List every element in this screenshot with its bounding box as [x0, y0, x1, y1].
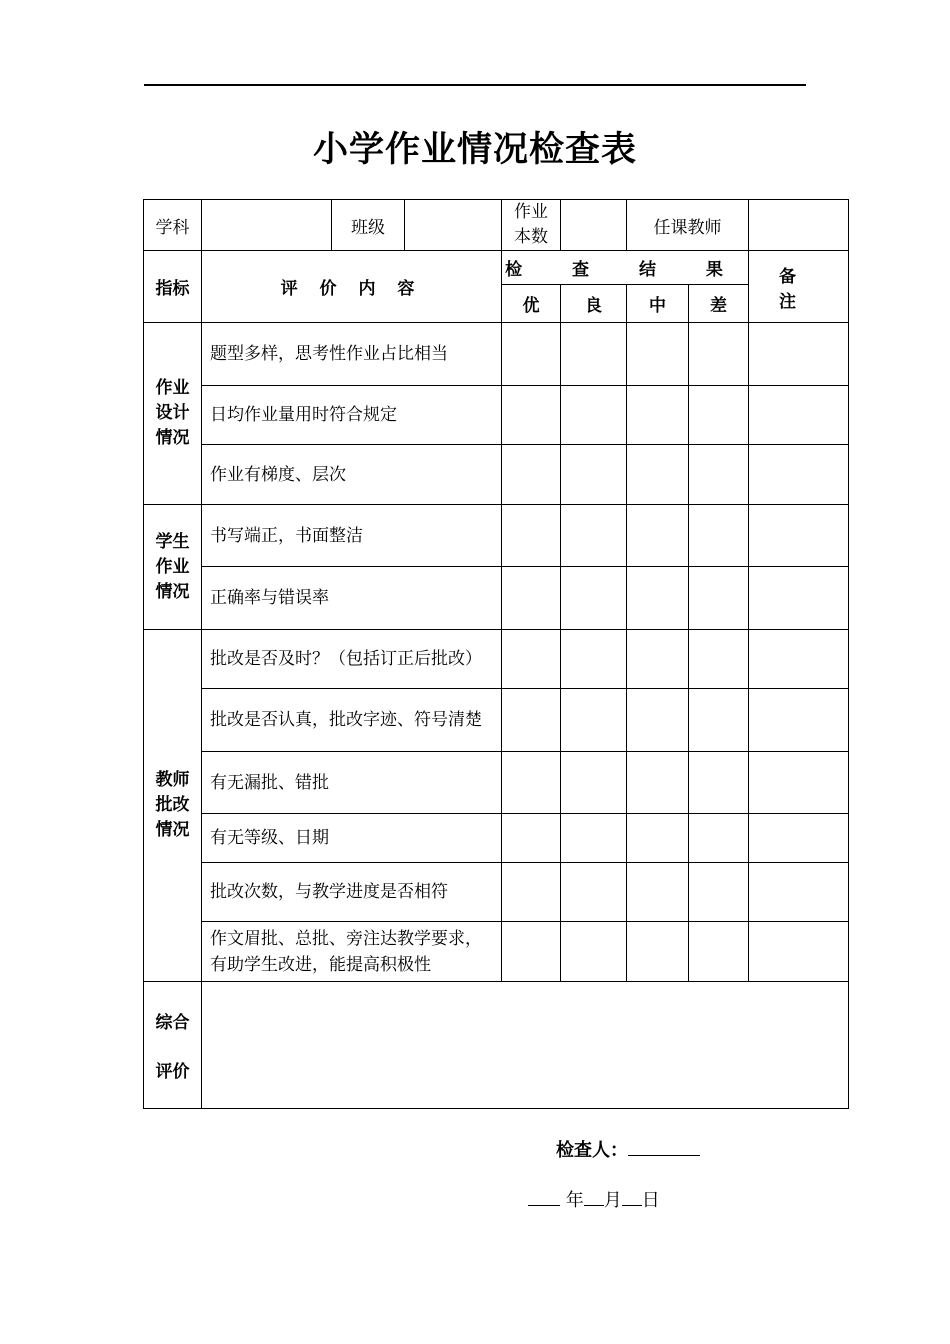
header-row — [144, 200, 849, 251]
table-row — [144, 567, 849, 630]
remark-cell[interactable] — [749, 863, 849, 922]
remark-cell[interactable] — [749, 922, 849, 982]
check-cell[interactable] — [561, 505, 627, 567]
remark-cell[interactable] — [749, 814, 849, 863]
check-cell[interactable] — [561, 445, 627, 505]
inspection-date — [528, 1186, 660, 1212]
homework-count-label — [502, 200, 561, 251]
check-cell[interactable] — [502, 567, 561, 630]
grade-average: 中 — [627, 285, 689, 323]
check-cell[interactable] — [689, 567, 749, 630]
section-label-student — [144, 505, 202, 630]
inspection-table — [143, 199, 849, 1109]
inspector-signature-line[interactable] — [628, 1137, 700, 1156]
homework-count-label-line1: 作业 — [514, 202, 548, 222]
summary-label — [144, 982, 202, 1109]
check-cell[interactable] — [689, 922, 749, 982]
check-cell[interactable] — [689, 445, 749, 505]
check-cell[interactable] — [561, 752, 627, 814]
check-cell[interactable] — [627, 689, 689, 752]
summary-row — [144, 982, 849, 1109]
check-cell[interactable] — [627, 630, 689, 689]
check-cell[interactable] — [627, 863, 689, 922]
check-cell[interactable] — [502, 922, 561, 982]
teacher-field[interactable] — [749, 200, 849, 251]
check-cell[interactable] — [627, 505, 689, 567]
check-cell[interactable] — [689, 630, 749, 689]
check-cell[interactable] — [502, 814, 561, 863]
criterion-text: 批改是否认真，批改字迹、符号清楚 — [202, 689, 502, 752]
table-row — [144, 505, 849, 567]
check-cell[interactable] — [561, 863, 627, 922]
grade-excellent: 优 — [502, 285, 561, 323]
check-cell[interactable] — [561, 630, 627, 689]
section-label-line: 设计 — [155, 403, 190, 423]
subject-field[interactable] — [202, 200, 332, 251]
check-cell[interactable] — [689, 863, 749, 922]
class-label: 班级 — [332, 200, 405, 251]
table-row — [144, 630, 849, 689]
remark-cell[interactable] — [749, 567, 849, 630]
criterion-text: 批改是否及时？（包括订正后批改） — [202, 630, 502, 689]
section-label-line: 教师 — [155, 770, 190, 790]
check-cell[interactable] — [627, 323, 689, 386]
homework-count-field[interactable] — [561, 200, 627, 251]
criterion-text: 有无漏批、错批 — [202, 752, 502, 814]
table-row — [144, 752, 849, 814]
check-cell[interactable] — [561, 689, 627, 752]
check-cell[interactable] — [689, 752, 749, 814]
section-label-line: 作业 — [155, 556, 190, 577]
remark-cell[interactable] — [749, 323, 849, 386]
check-cell[interactable] — [627, 386, 689, 445]
remark-cell[interactable] — [749, 689, 849, 752]
check-cell[interactable] — [502, 505, 561, 567]
check-cell[interactable] — [561, 323, 627, 386]
summary-label-line1: 综合 — [155, 1013, 190, 1033]
check-cell[interactable] — [561, 922, 627, 982]
grade-poor: 差 — [689, 285, 749, 323]
header-rule — [144, 84, 806, 86]
check-cell[interactable] — [502, 863, 561, 922]
criterion-text: 批改次数，与教学进度是否相符 — [202, 863, 502, 922]
check-cell[interactable] — [561, 814, 627, 863]
result-header: 检 查 结 果 — [502, 251, 749, 285]
content-header: 评 价 内 容 — [202, 251, 502, 323]
year-field[interactable] — [528, 1189, 560, 1206]
table-row — [144, 386, 849, 445]
table-row — [144, 323, 849, 386]
table-row — [144, 689, 849, 752]
check-cell[interactable] — [689, 505, 749, 567]
check-cell[interactable] — [502, 689, 561, 752]
check-cell[interactable] — [627, 567, 689, 630]
table-row — [144, 863, 849, 922]
criterion-text: 日均作业量用时符合规定 — [202, 386, 502, 445]
month-label: 月 — [603, 1190, 622, 1211]
section-label-line: 批改 — [155, 795, 190, 815]
check-cell[interactable] — [627, 445, 689, 505]
inspector-label: 检查人： — [556, 1140, 628, 1161]
criterion-text: 书写端正，书面整洁 — [202, 505, 502, 567]
table-row — [144, 922, 849, 982]
section-label-design — [144, 323, 202, 505]
check-cell[interactable] — [627, 752, 689, 814]
table-row — [144, 445, 849, 505]
summary-field[interactable] — [202, 982, 849, 1109]
check-cell[interactable] — [502, 630, 561, 689]
remark-cell[interactable] — [749, 752, 849, 814]
month-field[interactable] — [584, 1189, 604, 1206]
remarks-header: 备 注 — [749, 251, 849, 323]
check-cell[interactable] — [502, 386, 561, 445]
year-label: 年 — [565, 1190, 584, 1211]
section-label-line: 学生 — [155, 531, 190, 552]
section-label-line: 情况 — [155, 581, 190, 602]
remark-cell[interactable] — [749, 505, 849, 567]
grade-good: 良 — [561, 285, 627, 323]
check-cell[interactable] — [561, 567, 627, 630]
column-header-row — [144, 251, 849, 285]
criterion-text: 有无等级、日期 — [202, 814, 502, 863]
check-cell[interactable] — [689, 323, 749, 386]
criterion-text: 作业有梯度、层次 — [202, 445, 502, 505]
section-label-teacher — [144, 630, 202, 982]
page-title: 小学作业情况检查表 — [312, 130, 637, 170]
homework-count-label-line2: 本数 — [514, 227, 548, 247]
check-cell[interactable] — [502, 323, 561, 386]
check-cell[interactable] — [689, 386, 749, 445]
check-cell[interactable] — [627, 922, 689, 982]
teacher-label: 任课教师 — [627, 200, 749, 251]
section-label-line: 作业 — [155, 378, 190, 398]
criterion-text: 正确率与错误率 — [202, 567, 502, 630]
check-cell[interactable] — [502, 752, 561, 814]
class-field[interactable] — [405, 200, 502, 251]
check-cell[interactable] — [689, 689, 749, 752]
remark-cell[interactable] — [749, 630, 849, 689]
check-cell[interactable] — [502, 445, 561, 505]
day-field[interactable] — [622, 1189, 642, 1206]
check-cell[interactable] — [689, 814, 749, 863]
criterion-text: 作文眉批、总批、旁注达教学要求，有助学生改进，能提高积极性 — [202, 922, 502, 982]
section-label-line: 情况 — [155, 428, 190, 448]
check-cell[interactable] — [561, 386, 627, 445]
subject-label: 学科 — [144, 200, 202, 251]
criterion-text: 题型多样，思考性作业占比相当 — [202, 323, 502, 386]
check-cell[interactable] — [627, 814, 689, 863]
table-row — [144, 814, 849, 863]
remark-cell[interactable] — [749, 445, 849, 505]
day-label: 日 — [641, 1190, 660, 1211]
section-label-line: 情况 — [155, 820, 190, 840]
inspector-signature — [556, 1136, 700, 1162]
summary-label-line2: 评价 — [155, 1062, 190, 1082]
indicator-header: 指标 — [144, 251, 202, 323]
remark-cell[interactable] — [749, 386, 849, 445]
